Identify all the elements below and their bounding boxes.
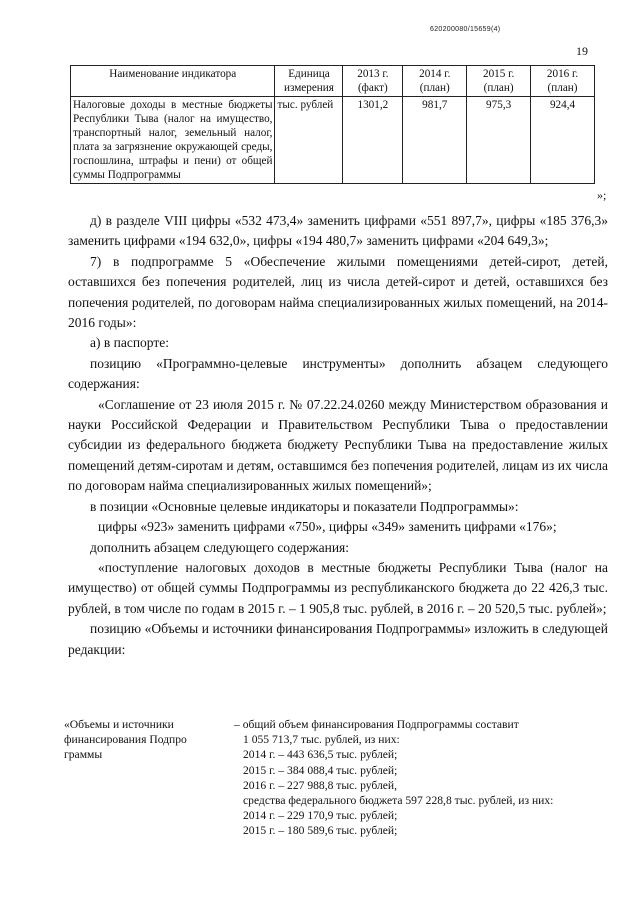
indicator-name: Налоговые доходы в местные бюджеты Республики Тыва (налог на имущество, транспортный налог, земельный налог, плата за загрязнение окружающей среды, госпошлина, штрафы и пени) от общей суммы Подпрограммы	[71, 97, 275, 184]
column-header: Единица измерения	[275, 66, 343, 97]
table-cell: 975,3	[467, 97, 531, 184]
document-body	[68, 211, 608, 660]
paragraph: «Соглашение от 23 июля 2015 г. № 07.22.24.0260 между Министерством образования и науки Российской Федерации и Правительством Республики Тыва о предоставлении субсидии из федерального бюджета бюджету Республики Тыва на предоставление жилых помещений детям-сиротам и детям, оставшимся без попечения родителей, лицам из их числа по договорам найма специализированных жилых помещений»;	[68, 396, 608, 494]
indicator-table	[70, 65, 595, 184]
financing-details	[234, 717, 609, 839]
column-header: 2016 г. (план)	[531, 66, 595, 97]
financing-line: средства федерального бюджета 597 228,8 тыс. рублей, из них:	[243, 794, 554, 808]
column-header: Наименование индикатора	[71, 66, 275, 97]
paragraph: а) в паспорте:	[90, 335, 170, 351]
paragraph: позицию «Объемы и источники финансирования Подпрограммы» изложить в следующей редакции:	[68, 621, 608, 657]
indicator-unit: тыс. рублей	[275, 97, 343, 184]
table-cell: 924,4	[531, 97, 595, 184]
paragraph: «поступление налоговых доходов в местные бюджеты Республики Тыва (налог на имущество) от общей суммы Подпрограммы из республиканского бюджета до 22 426,3 тыс. рублей, в том числе по годам в 2015 г. – 1 905,8 тыс. рублей, в 2016 г. – 20 520,5 тыс. рублей»;	[68, 559, 608, 616]
paragraph: 7) в подпрограмме 5 «Обеспечение жилыми помещениями детей-сирот, детей, оставшихся без попечения родителей, лиц из числа детей-сирот и детей, оставшихся без попечения родителей, по договорам найма специализированных жилых помещений, на 2014-2016 годы»:	[68, 253, 608, 331]
financing-line: 2016 г. – 227 988,8 тыс. рублей,	[243, 778, 398, 792]
financing-line: 1 055 713,7 тыс. рублей, из них:	[243, 733, 400, 747]
page-number: 19	[576, 44, 588, 58]
paragraph: цифры «923» заменить цифрами «750», цифры «349» заменить цифрами «176»;	[98, 519, 557, 535]
paragraph: дополнить абзацем следующего содержания:	[90, 539, 350, 555]
financing-label: «Объемы и источники финансирования Подпро граммы	[64, 718, 187, 762]
financing-line: 2014 г. – 443 636,5 тыс. рублей;	[243, 748, 398, 762]
column-header: 2014 г. (план)	[403, 66, 467, 97]
table-closing-quote: »;	[597, 188, 607, 202]
financing-line: 2015 г. – 384 088,4 тыс. рублей;	[243, 763, 398, 777]
column-header: 2013 г. (факт)	[343, 66, 403, 97]
table-cell: 981,7	[403, 97, 467, 184]
table-row	[71, 97, 595, 184]
document-id: 620200080/15659(4)	[430, 26, 501, 33]
column-header: 2015 г. (план)	[467, 66, 531, 97]
paragraph: в позиции «Основные целевые индикаторы и показатели Подпрограммы»:	[90, 498, 519, 514]
paragraph: позицию «Программно-целевые инструменты» дополнить абзацем следующего содержания:	[68, 355, 608, 392]
financing-line: – общий объем финансирования Подпрограммы составит	[234, 718, 519, 731]
paragraph: д) в разделе VIII цифры «532 473,4» заменить цифрами «551 897,7», цифры «185 376,3» заменить цифрами «194 632,0», цифры «194 480,7» заменить цифрами «204 649,3»;	[68, 213, 608, 249]
financing-line: 2014 г. – 229 170,9 тыс. рублей;	[243, 809, 398, 823]
table-cell: 1301,2	[343, 97, 403, 184]
financing-line: 2015 г. – 180 589,6 тыс. рублей;	[243, 824, 398, 838]
table-header-row	[71, 66, 595, 97]
